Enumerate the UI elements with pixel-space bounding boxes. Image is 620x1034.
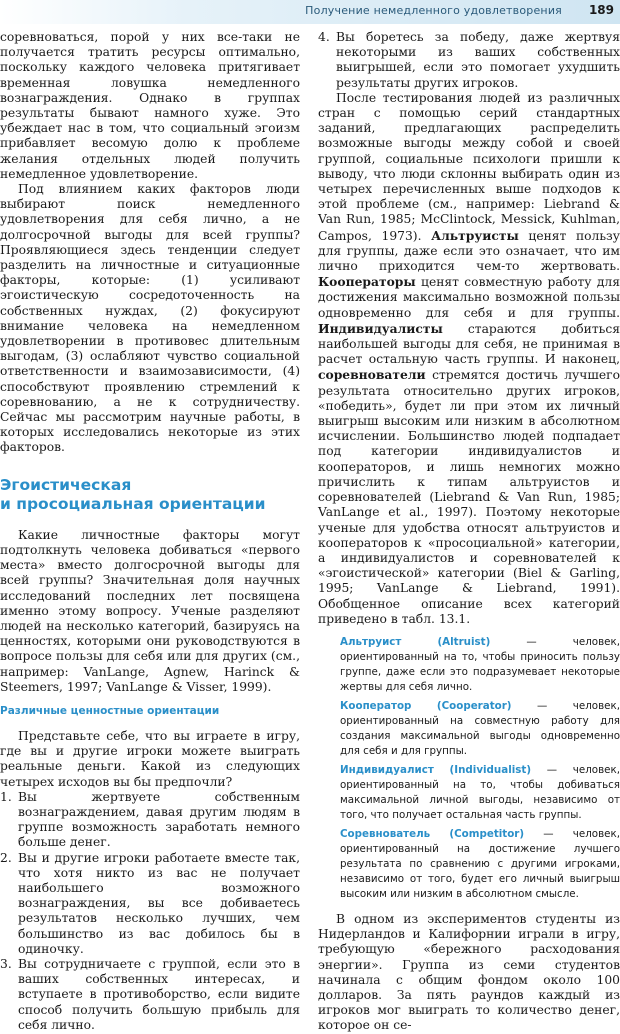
keyword-competitors: соревнователи <box>318 367 426 383</box>
definition-competitor <box>340 827 620 902</box>
definition-term: Соревнователь <box>340 827 431 840</box>
list-item-number: 3. <box>0 956 12 971</box>
definition-altruist <box>340 635 620 695</box>
list-item-text: Вы и другие игроки работаете вместе так, что хотя никто из вас не получает наибольшего возможного вознаграждения, вы все добиваетесь результатов несколько лучших, чем большинство из вас добилось бы в одиночку. <box>18 850 300 956</box>
section-title-line1: Эгоистическая <box>0 475 132 494</box>
list-item <box>0 790 300 851</box>
definition-individualist <box>340 763 620 823</box>
paragraph-continuation: соревноваться, порой у них все-таки не получается тратить ресурсы оптимально, поскольку каждого человека притягивает временная ловушка немедленного вознаграждения. Однако в группах результаты бывают намного хуже. Это убеждает нас в том, что социальный эгоизм прибавляет весомую долю к проблеме желания отдельных людей получить немедленное удовлетворение. <box>0 30 300 181</box>
list-item-text: Вы боретесь за победу, даже жертвуя некоторыми из ваших собственных выигрышей, если это помогает ухудшить результаты других игроков. <box>336 30 620 90</box>
right-column <box>318 30 620 1034</box>
list-item <box>318 30 620 91</box>
text-segment: стараются добиться наибольшей выгоды для себя, не принимая в расчет остальную часть группы. И наконец, <box>318 321 620 367</box>
definition-term-english: (Individualist) <box>449 763 532 776</box>
choices-list-continued <box>318 30 620 91</box>
definition-term: Альтруист <box>340 635 402 648</box>
list-item-number: 4. <box>318 30 330 44</box>
definition-text: — человек, ориентированный на то, чтобы приносить пользу группе, даже если это подразумевает некоторые жертвы для себя лично. <box>340 635 620 693</box>
definition-text: — человек, ориентированный на то, чтобы добиваться максимальной личной выгоды, независимо от того, что получает остальная часть группы. <box>340 763 620 821</box>
list-item-text: Вы сотрудничаете с группой, если это в ваших собственных интересах, и вступаете в противоборство, если видите способ получить большую прибыль для себя лично. <box>18 956 300 1032</box>
keyword-cooperators: Кооператоры <box>318 274 416 290</box>
list-item-text: Вы жертвуете собственным вознаграждением, давая другим людям в группе возможность заработать немного больше денег. <box>18 789 300 850</box>
list-item-number: 1. <box>0 789 12 804</box>
definition-cooperator <box>340 699 620 759</box>
text-segment: ценят совместную работу для достижения максимально возможной пользы одновременно для себя и для группы. <box>318 275 620 320</box>
section-title-line2: и просоциальная ориентации <box>0 494 266 513</box>
running-header <box>0 0 620 24</box>
list-item <box>0 957 300 1033</box>
paragraph-categories <box>318 91 620 627</box>
paragraph-game-question: Представьте себе, что вы играете в игру, где вы и другие игроки можете выиграть реальные деньги. Какой из следующих четырех исходов вы бы предпочли? <box>0 728 300 789</box>
list-item-number: 2. <box>0 850 12 865</box>
text-segment: ценят пользу для группы, даже если это означает, что им лично приходится чем-то жертвовать. <box>318 228 620 274</box>
definition-term-english: (Cooperator) <box>436 699 512 712</box>
choices-list <box>0 790 300 1033</box>
definition-text: — человек, ориентированный на достижение лучшего результата по сравнению с другими игроками, независимо от того, будет его личный выигрыш высоким или низким в абсолютном смысле. <box>340 827 620 900</box>
definition-term: Кооператор <box>340 699 412 712</box>
subsection-title: Различные ценностные ориентации <box>0 704 220 717</box>
text-segment: стремятся достичь лучшего результата относительно других игроков, «победить», будет ли при этом их личный выигрыш высоким или низким в абсолютном исчислении. Большинство людей подпадает под категории индивидуалистов и кооператоров, и лишь немногих можно причислить к типам альтруистов и соревнователей (Liebrand & Van Run, 1985; VanLange et al., 1997). Поэтому некоторые ученые для удобства относят альтруистов и кооператоров к «просоциальной» категории, а индивидуалистов и соревнователей к «эгоистической» категории (Biel & Garling, 1995; VanLange & Liebrand, 1991). Обобщенное описание всех категорий приведено в табл. 13.1. <box>318 368 620 626</box>
page-number: 189 <box>588 3 614 17</box>
keyword-individualists: Индивидуалисты <box>318 320 443 336</box>
running-title: Получение немедленного удовлетворения <box>305 4 562 17</box>
definition-term-english: (Altruist) <box>437 635 491 648</box>
list-item <box>0 851 300 957</box>
keyword-altruists: Альтруисты <box>431 227 519 243</box>
paragraph-factors: Под влиянием каких факторов люди выбирают поиск немедленного удовлетворения для себя лично, а не долгосрочной выгоды для всей группы? Проявляющиеся здесь тенденции следует разделить на личностные и ситуационные факторы, которые: (1) усиливают эгоистическую сосредоточенность на собственных нуждах, (2) фокусируют внимание человека на немедленном удовлетворении в противовес длительным выгодам, (3) ослабляют чувство социальной ответственности и взаимозависимости, (4) способствуют проявлению стремлений к соревнованию, а не к сотрудничеству. Сейчас мы рассмотрим научные работы, в которых исследовались некоторые из этих факторов. <box>0 182 300 455</box>
paragraph-personality-factors: Какие личностные факторы могут подтолкнуть человека добиваться «первого места» вместо долгосрочной выгоды для всей группы? Значительная доля научных исследований последних лет посвящена именно этому вопросу. Ученые разделяют людей на несколько категорий, базируясь на ценностях, которыми они руководствуются в вопросе пользы для себя или для других (см., например: VanLange, Agnew, Harinck & Steemers, 1997; VanLange & Visser, 1999). <box>0 527 300 694</box>
definition-term-english: (Competitor) <box>449 827 525 840</box>
text-segment: После тестирования людей из различных стран с помощью серий стандартных заданий, предлагающих распределить возможные выгоды между собой и своей группой, социальные психологи пришли к выводу, что люди склонны выбирать один из четырех перечисленных выше подходов к этой проблеме (см., например: Liebrand & Van Run, 1985; McClintock, Messick, Kuhlman, Campos, 1973). <box>318 90 620 243</box>
left-column <box>0 30 300 1033</box>
definition-text: — человек, ориентированный на совместную работу для создания максимальной выгоды одновременно для себя и для группы. <box>340 699 620 757</box>
paragraph-experiment: В одном из экспериментов студенты из Нидерландов и Калифорнии играли в игру, требующую «бережного расходования энергии». Группа из семи студентов начинала с общим фондом около 100 долларов. За пять раундов каждый из игроков мог выиграть то количество денег, которое он се- <box>318 911 620 1033</box>
definition-term: Индивидуалист <box>340 763 434 776</box>
section-title <box>0 476 300 514</box>
